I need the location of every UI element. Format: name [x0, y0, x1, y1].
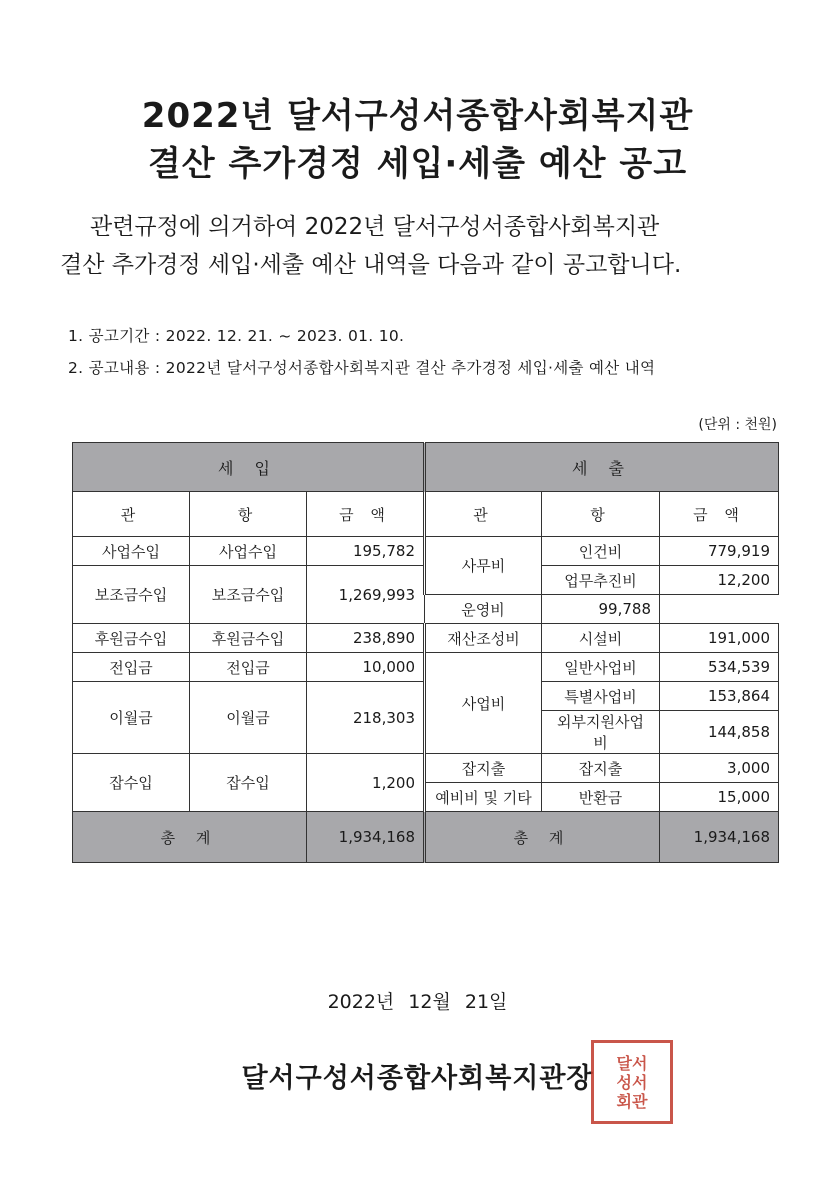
expense-amount: 12,200 [660, 566, 779, 595]
organization-name: 달서구성서종합사회복지관장 [241, 1063, 594, 1094]
expense-gwan: 사무비 [425, 537, 542, 595]
expense-amount: 779,919 [660, 537, 779, 566]
expense-hang: 시설비 [542, 624, 660, 653]
expense-total-amount: 1,934,168 [660, 812, 779, 863]
expense-gwan: 재산조성비 [425, 624, 542, 653]
income-col-gwan: 관 [73, 492, 190, 537]
income-gwan: 후원금수입 [73, 624, 190, 653]
expense-amount: 144,858 [660, 711, 779, 754]
income-total-label: 총 계 [73, 812, 307, 863]
expense-hang: 일반사업비 [542, 653, 660, 682]
expense-amount: 15,000 [660, 783, 779, 812]
expense-amount: 99,788 [542, 595, 660, 624]
notice-title-line2: 결산 추가경정 세입·세출 예산 공고 [147, 144, 688, 184]
income-hang: 후원금수입 [190, 624, 307, 653]
expense-col-hang: 항 [542, 492, 660, 537]
expense-col-amount: 금 액 [660, 492, 779, 537]
expense-col-gwan: 관 [425, 492, 542, 537]
notice-content: 2. 공고내용 : 2022년 달서구성서종합사회복지관 결산 추가경정 세입·세출 예산 내역 [68, 359, 656, 377]
expense-amount: 191,000 [660, 624, 779, 653]
income-gwan: 사업수입 [73, 537, 190, 566]
notice-date: 2022년 12월 21일 [327, 991, 508, 1013]
notice-title-line1: 2022년 달서구성서종합사회복지관 [141, 96, 694, 136]
income-hang: 전입금 [190, 653, 307, 682]
income-hang: 보조금수입 [190, 566, 307, 624]
income-col-amount: 금 액 [307, 492, 425, 537]
official-seal: 달서 성서 회관 [591, 1040, 673, 1124]
income-gwan: 전입금 [73, 653, 190, 682]
income-amount: 195,782 [307, 537, 425, 566]
expense-hang: 특별사업비 [542, 682, 660, 711]
expense-gwan: 잡지출 [425, 754, 542, 783]
expense-total-label: 총 계 [425, 812, 660, 863]
expense-gwan: 예비비 및 기타 [425, 783, 542, 812]
expense-hang: 잡지출 [542, 754, 660, 783]
expense-hang: 인건비 [542, 537, 660, 566]
income-gwan: 이월금 [73, 682, 190, 754]
income-hang: 사업수입 [190, 537, 307, 566]
budget-table [72, 442, 779, 863]
expense-amount: 534,539 [660, 653, 779, 682]
income-amount: 218,303 [307, 682, 425, 754]
expense-hang: 반환금 [542, 783, 660, 812]
notice-period: 1. 공고기간 : 2022. 12. 21. ~ 2023. 01. 10. [68, 327, 405, 345]
income-amount: 1,200 [307, 754, 425, 812]
intro-paragraph [60, 208, 800, 284]
income-gwan: 보조금수입 [73, 566, 190, 624]
expense-amount: 153,864 [660, 682, 779, 711]
expense-gwan: 사업비 [425, 653, 542, 754]
intro-line1: 관련규정에 의거하여 2022년 달서구성서종합사회복지관 [90, 214, 660, 240]
income-hang: 잡수입 [190, 754, 307, 812]
expense-hang: 운영비 [425, 595, 542, 624]
expense-hang: 업무추진비 [542, 566, 660, 595]
expense-hang: 외부지원사업비 [542, 711, 660, 754]
income-amount: 1,269,993 [307, 566, 425, 624]
expense-amount: 3,000 [660, 754, 779, 783]
income-gwan: 잡수입 [73, 754, 190, 812]
expense-header: 세 출 [425, 443, 779, 492]
income-col-hang: 항 [190, 492, 307, 537]
income-total-amount: 1,934,168 [307, 812, 425, 863]
income-amount: 10,000 [307, 653, 425, 682]
unit-label: (단위 : 천원) [698, 417, 777, 433]
income-header: 세 입 [73, 443, 425, 492]
intro-line2: 결산 추가경정 세입·세출 예산 내역을 다음과 같이 공고합니다. [60, 252, 682, 278]
income-amount: 238,890 [307, 624, 425, 653]
income-hang: 이월금 [190, 682, 307, 754]
